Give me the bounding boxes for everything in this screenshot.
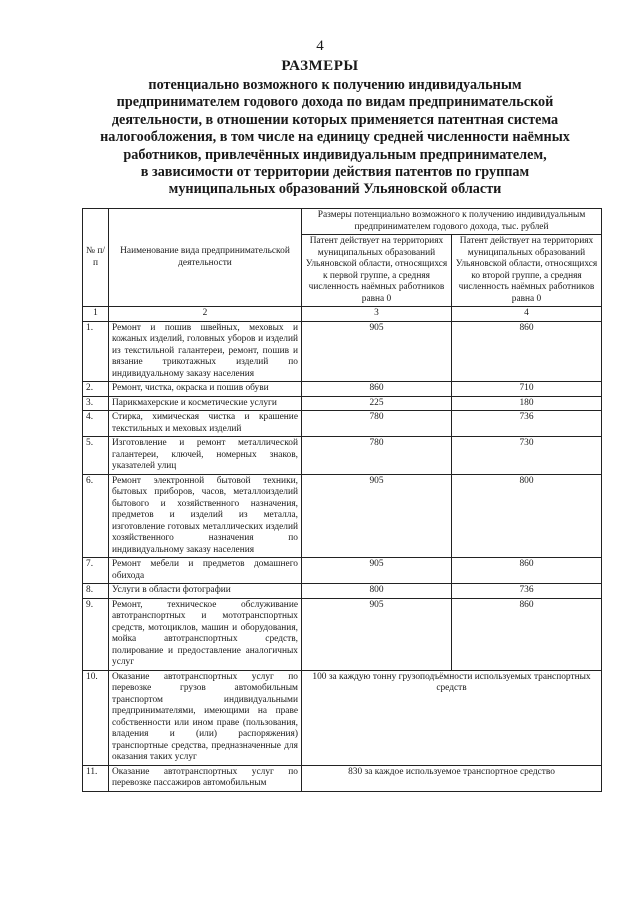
- row-number: 2.: [83, 382, 109, 397]
- table-row: [83, 321, 602, 382]
- table-row: [83, 558, 602, 584]
- activity-name: Оказание автотранспортных услуг по перевозке пассажиров автомобильным: [109, 765, 302, 791]
- row-number: 9.: [83, 598, 109, 670]
- group2-value: 710: [452, 382, 602, 397]
- table-row: [83, 670, 602, 765]
- table-row: [83, 411, 602, 437]
- group2-value: 860: [452, 598, 602, 670]
- subtitle-line: работников, привлечённых индивидуальным предпринимателем,: [123, 146, 547, 163]
- group2-value: 736: [452, 411, 602, 437]
- group1-value: 800: [302, 584, 452, 599]
- document-title: РАЗМЕРЫ: [281, 58, 359, 74]
- activity-name: Ремонт электронной бытовой техники, бытовых приборов, часов, металлоизделий бытового и хозяйственного назначения, предметов и изделий из металла, изготовление готовых металлических изделий хозяйственного назначения по индивидуальному заказу населения: [109, 474, 302, 558]
- group1-value: 225: [302, 396, 452, 411]
- activity-name: Услуги в области фотографии: [109, 584, 302, 599]
- table-row: [83, 396, 602, 411]
- column-number: 4: [452, 307, 602, 322]
- header-group2: Патент действует на территориях муниципальных образований Ульяновской области, относящихся ко второй группе, а средняя численность наёмных работников равна 0: [452, 235, 602, 307]
- table-row: [83, 598, 602, 670]
- row-number: 8.: [83, 584, 109, 599]
- table-row: [83, 765, 602, 791]
- group2-value: 800: [452, 474, 602, 558]
- group1-value: 905: [302, 321, 452, 382]
- subtitle-line: налогообложения, в том числе на единицу средней численности наёмных: [100, 129, 570, 146]
- page-bottom-edge: [0, 893, 640, 905]
- group2-value: 736: [452, 584, 602, 599]
- activity-name: Ремонт, техническое обслуживание автотранспортных и мототранспортных средств, мотоциклов, машин и оборудования, мойка автотранспортных средств, полирование и предоставление аналогичных услуг: [109, 598, 302, 670]
- page-number: 4: [316, 38, 324, 54]
- row-number: 1.: [83, 321, 109, 382]
- row-number: 7.: [83, 558, 109, 584]
- activity-name: Ремонт, чистка, окраска и пошив обуви: [109, 382, 302, 397]
- column-number: 1: [83, 307, 109, 322]
- group2-value: 860: [452, 321, 602, 382]
- group1-value: 780: [302, 411, 452, 437]
- column-number: 3: [302, 307, 452, 322]
- subtitle-line: деятельности, в отношении которых применяется патентная система: [111, 111, 559, 128]
- group1-value: 905: [302, 474, 452, 558]
- row-number: 5.: [83, 437, 109, 475]
- activity-name: Стирка, химическая чистка и крашение текстильных и меховых изделий: [109, 411, 302, 437]
- group1-value: 780: [302, 437, 452, 475]
- subtitle-line: предпринимателем годового дохода по видам предпринимательской: [116, 94, 554, 111]
- group1-value: 905: [302, 598, 452, 670]
- header-activity: Наименование вида предпринимательской деятельности: [109, 209, 302, 307]
- row-number: 11.: [83, 765, 109, 791]
- table-row: [83, 474, 602, 558]
- subtitle-line: муниципальных образований Ульяновской области: [168, 181, 502, 198]
- row-number: 6.: [83, 474, 109, 558]
- group1-value: 860: [302, 382, 452, 397]
- activity-name: Ремонт и пошив швейных, меховых и кожаных изделий, головных уборов и изделий из текстильной галантереи, ремонт, пошив и вязание трикотажных изделий по индивидуальному заказу населения: [109, 321, 302, 382]
- group2-value: 180: [452, 396, 602, 411]
- header-group1: Патент действует на территориях муниципальных образований Ульяновской области, относящихся к первой группе, а средняя численность наёмных работников равна 0: [302, 235, 452, 307]
- income-sizes-table: [82, 208, 602, 792]
- subtitle-line: потенциально возможного к получению индивидуальным: [148, 77, 522, 93]
- merged-value: 100 за каждую тонну грузоподъёмности используемых транспортных средств: [302, 670, 602, 765]
- row-number: 4.: [83, 411, 109, 437]
- document-subtitle: [85, 77, 585, 199]
- activity-name: Парикмахерские и косметические услуги: [109, 396, 302, 411]
- group2-value: 730: [452, 437, 602, 475]
- table-row: [83, 382, 602, 397]
- column-number: 2: [109, 307, 302, 322]
- table-row: [83, 437, 602, 475]
- header-number: № п/п: [83, 209, 109, 307]
- subtitle-line: в зависимости от территории действия патентов по группам: [140, 164, 530, 181]
- group2-value: 860: [452, 558, 602, 584]
- group1-value: 905: [302, 558, 452, 584]
- activity-name: Ремонт мебели и предметов домашнего обихода: [109, 558, 302, 584]
- header-income-group: Размеры потенциально возможного к получению индивидуальным предпринимателем годового дохода, тыс. рублей: [302, 209, 602, 235]
- activity-name: Оказание автотранспортных услуг по перевозке грузов автомобильным транспортом индивидуальными предпринимателями, имеющими на праве собственности или ином праве (пользования, владения и (или) распоряжения) транспортные средства, предназначенные для оказания таких услуг: [109, 670, 302, 765]
- merged-value: 830 за каждое используемое транспортное средство: [302, 765, 602, 791]
- row-number: 3.: [83, 396, 109, 411]
- table-row: [83, 584, 602, 599]
- activity-name: Изготовление и ремонт металлической галантереи, ключей, номерных знаков, указателей улиц: [109, 437, 302, 475]
- row-number: 10.: [83, 670, 109, 765]
